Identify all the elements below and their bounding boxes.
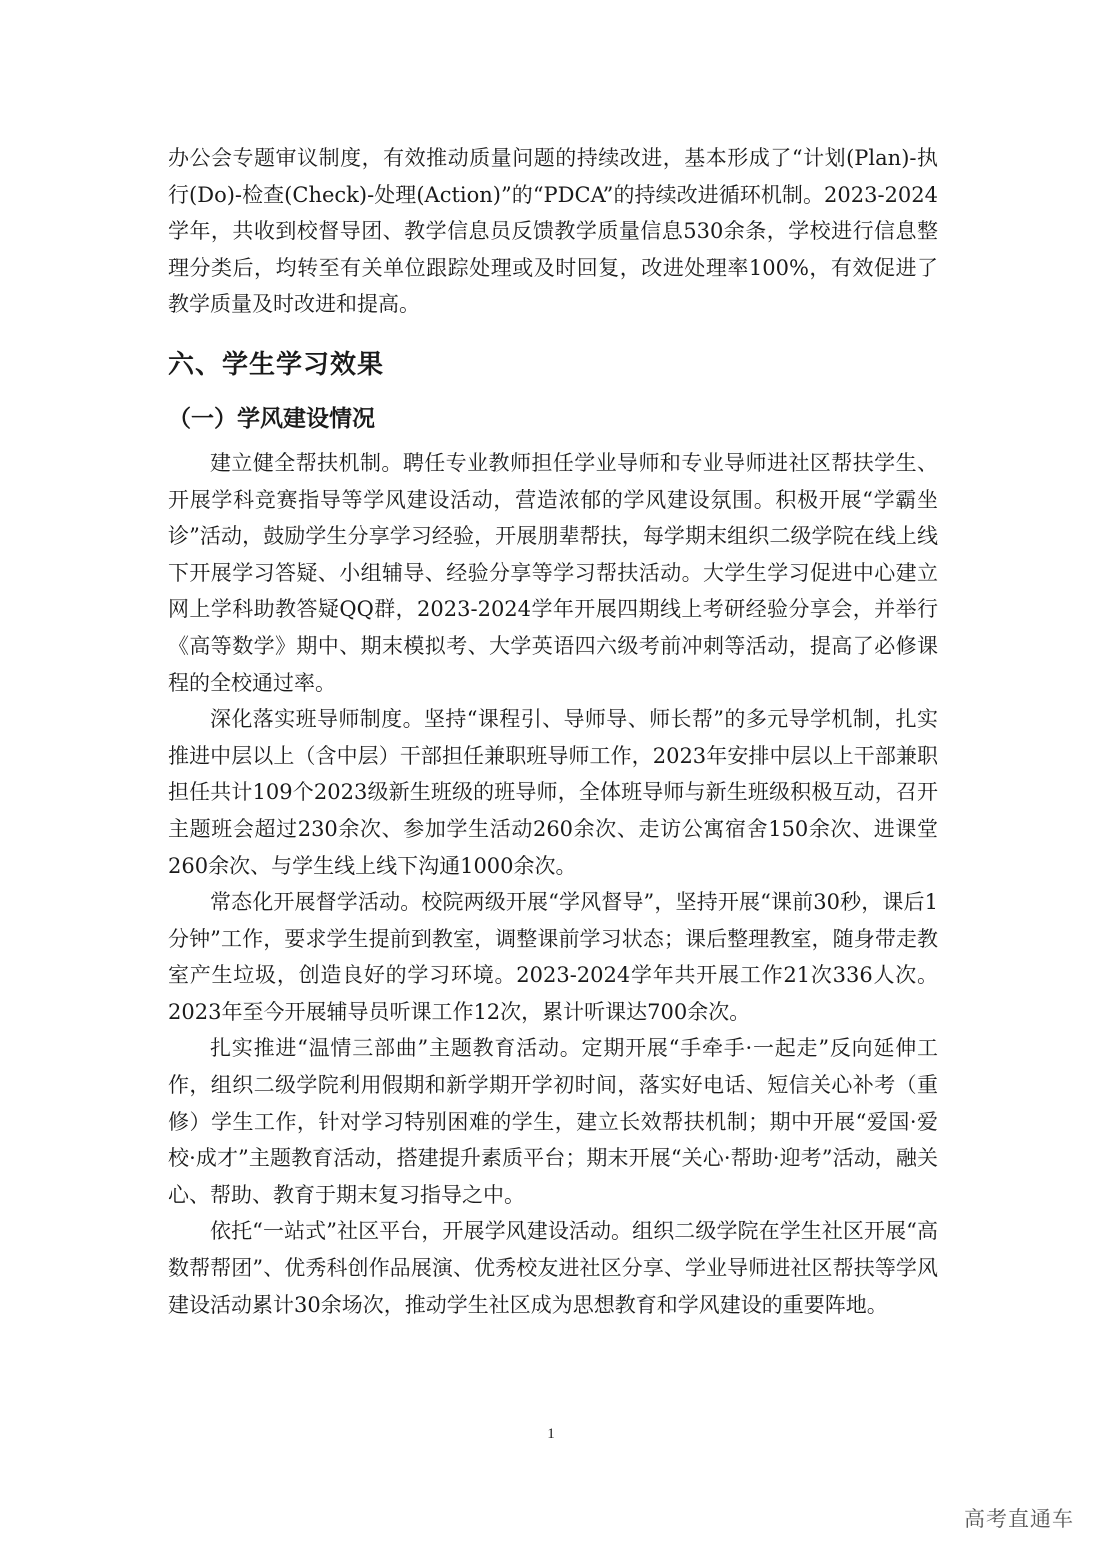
page-number: 1 (547, 1426, 555, 1442)
paragraph-study-supervision: 常态化开展督学活动。校院两级开展“学风督导”，坚持开展“课前30秒，课后1分钟”工作，要求学生提前到教室，调整课前学习状态；课后整理教室，随身带走教室产生垃圾，创造良好的学习环境。2023-2024学年共开展工作21次336人次。2023年至今开展辅导员听课工作12次，累计听课达700余次。 (168, 890, 938, 1024)
subsection-heading: （一）学风建设情况 (168, 405, 375, 432)
paragraph-support-mechanism: 建立健全帮扶机制。聘任专业教师担任学业导师和专业导师进社区帮扶学生、开展学科竞赛指导等学风建设活动，营造浓郁的学风建设氛围。积极开展“学霸坐诊”活动，鼓励学生分享学习经验，开展朋辈帮扶，每学期末组织二级学院在线上线下开展学习答疑、小组辅导、经验分享等学习帮扶活动。大学生学习促进中心建立网上学科助教答疑QQ群，2023-2024学年开展四期线上考研经验分享会，并举行《高等数学》期中、期末模拟考、大学英语四六级考前冲刺等活动，提高了必修课程的全校通过率。 (168, 450, 938, 695)
watermark: 高考直通车 (964, 1507, 1074, 1531)
section-heading: 六、学生学习效果 (168, 349, 385, 380)
paragraph-class-mentor: 深化落实班导师制度。坚持“课程引、导师导、师长帮”的多元导学机制，扎实推进中层以上（含中层）干部担任兼职班导师工作，2023年安排中层以上干部兼职担任共计109个2023级新生班级的班导师，全体班导师与新生班级积极互动，召开主题班会超过230余次、参加学生活动260余次、走访公寓宿舍150余次、进课堂260余次、与学生线上线下沟通1000余次。 (168, 707, 938, 878)
document-body (168, 140, 938, 1323)
intro-paragraph: 办公会专题审议制度，有效推动质量问题的持续改进，基本形成了“计划(Plan)-执行(Do)-检查(Check)-处理(Action)”的“PDCA”的持续改进循环机制。2023-2024学年，共收到校督导团、教学信息员反馈教学质量信息530余条，学校进行信息整理分类后，均转至有关单位跟踪处理或及时回复，改进处理率100%，有效促进了教学质量及时改进和提高。 (168, 146, 938, 317)
paragraph-warmth-trilogy: 扎实推进“温情三部曲”主题教育活动。定期开展“手牵手·一起走”反向延伸工作，组织二级学院利用假期和新学期开学初时间，落实好电话、短信关心补考（重修）学生工作，针对学习特别困难的学生，建立长效帮扶机制；期中开展“爱国·爱校·成才”主题教育活动，搭建提升素质平台；期末开展“关心·帮助·迎考”活动，融关心、帮助、教育于期末复习指导之中。 (168, 1036, 938, 1207)
paragraph-community-platform: 依托“一站式”社区平台，开展学风建设活动。组织二级学院在学生社区开展“高数帮帮团”、优秀科创作品展演、优秀校友进社区分享、学业导师进社区帮扶等学风建设活动累计30余场次，推动学生社区成为思想教育和学风建设的重要阵地。 (168, 1219, 938, 1317)
